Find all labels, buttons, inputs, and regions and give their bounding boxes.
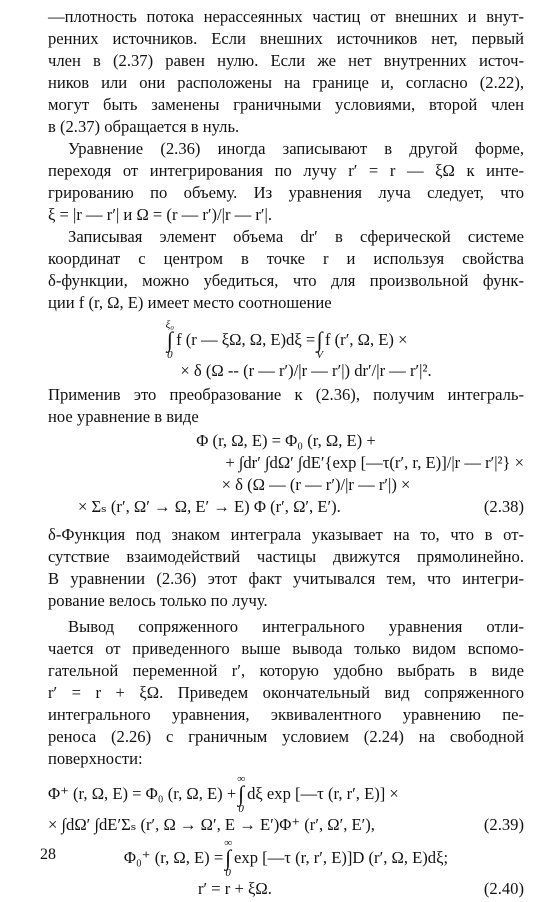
text-line: δ-Функция под знаком интеграла указывает на то, что в от- bbox=[48, 525, 524, 544]
integral-sign: ξ₀ ∫ 0 bbox=[165, 319, 175, 361]
equation-line bbox=[48, 360, 524, 382]
text-line: ξ = |r — r′| и Ω = (r — r′)/|r — r′|. bbox=[48, 205, 273, 224]
text-line: гательной переменной r′, которую удобно выбрать в виде bbox=[48, 661, 524, 680]
equation-number: (2.40) bbox=[483, 879, 524, 898]
paragraph-adjoint bbox=[48, 616, 524, 770]
integral-lower-limit: 0 bbox=[225, 867, 231, 879]
equation-line bbox=[48, 320, 524, 360]
equation-line bbox=[48, 452, 524, 474]
equation-text: × δ (Ω -- (r — r′)/|r — r′|) dr′/|r — r′|². bbox=[180, 361, 432, 380]
text-line: реноса (2.26) с граничным условием (2.24) на свободной bbox=[48, 727, 524, 746]
paragraph-delta bbox=[48, 524, 524, 612]
equation-text: f (r′, Ω, E) × bbox=[324, 330, 408, 349]
paragraph-flux bbox=[48, 6, 524, 138]
equation-2-39 bbox=[48, 774, 524, 836]
equation-line bbox=[48, 430, 524, 452]
page-number: 28 bbox=[40, 846, 56, 863]
text-line: сутствие взаимодействий частицы движутся прямолинейно. bbox=[48, 547, 524, 566]
paragraph-volume-form bbox=[48, 138, 524, 226]
paragraph-spherical bbox=[48, 226, 524, 314]
equation-number: (2.38) bbox=[483, 497, 524, 516]
equation-line bbox=[48, 496, 524, 518]
text-line: Вывод сопряженного интегрального уравнения отли- bbox=[68, 617, 524, 636]
text-line: переходя от интегрирования по лучу r′ = r — ξΩ к инте- bbox=[48, 161, 524, 180]
page-body bbox=[48, 6, 524, 902]
equation-text: Φ (r, Ω, E) = Φ₀ (r, Ω, E) + bbox=[196, 431, 376, 450]
text-line: В уравнении (2.36) этот факт учитывался тем, что интегри- bbox=[48, 569, 524, 588]
text-line: ции f (r, Ω, E) имеет место соотношение bbox=[48, 293, 332, 312]
equation-text: × Σₛ (r′, Ω′ → Ω, E′ → E) Φ (r′, Ω′, E′). bbox=[78, 497, 341, 516]
paragraph-apply bbox=[48, 384, 524, 428]
integral-lower-limit: 0 bbox=[167, 349, 173, 361]
equation-text: f (r — ξΩ, Ω, E)dξ = bbox=[176, 330, 316, 349]
integral-sign: ∞ ∫ 0 bbox=[237, 773, 246, 815]
text-line: чается от приведенного выше вывода только видом вспомо- bbox=[48, 639, 524, 658]
equation-line bbox=[48, 774, 524, 814]
equation-line bbox=[48, 474, 524, 496]
text-line: ников или они расположены на границе и, согласно (2.22), bbox=[48, 73, 524, 92]
text-line: член в (2.37) равен нулю. Если же нет внутренних источ- bbox=[48, 51, 524, 70]
equation-text: × ∫dΩ′ ∫dE′Σₛ (r′, Ω → Ω′, E → E′)Φ⁺ (r′, Ω′, E′), bbox=[48, 815, 375, 834]
equation-text: r′ = r + ξΩ. bbox=[198, 879, 272, 898]
equation-text: × δ (Ω — (r — r′)/|r — r′|) × bbox=[221, 475, 411, 494]
equation-text: exp [—τ (r, r′, E)]D (r′, Ω, E)dξ; bbox=[234, 848, 449, 867]
equation-number: (2.39) bbox=[483, 815, 524, 834]
text-line: Записывая элемент объема dr′ в сферической системе bbox=[68, 227, 524, 246]
text-line: рование велось только по лучу. bbox=[48, 591, 268, 610]
equation-line bbox=[48, 814, 524, 836]
equation-text: Φ⁺ (r, Ω, E) = Φ₀ (r, Ω, E) + bbox=[48, 784, 237, 803]
integral-lower-limit: 0 bbox=[238, 803, 244, 815]
equation-text: dξ exp [—τ (r, r′, E)] × bbox=[247, 784, 399, 803]
integral-sign: ∫ V bbox=[316, 327, 323, 361]
text-line: координат с центром в точке r и используя свойства bbox=[48, 249, 524, 268]
integral-upper-limit: ξ₀ bbox=[165, 319, 175, 331]
integral-lower-limit: V bbox=[316, 349, 323, 361]
text-line: ренних источников. Если внешних источников нет, первый bbox=[48, 29, 524, 48]
equation-line bbox=[48, 878, 524, 900]
text-line: ное уравнение в виде bbox=[48, 407, 199, 426]
text-line: —плотность потока нерассеянных частиц от внешних и внут- bbox=[48, 7, 524, 26]
text-line: грированию по объему. Из уравнения луча следует, что bbox=[48, 183, 524, 202]
equation-2-38 bbox=[48, 430, 524, 518]
equation-identity bbox=[48, 320, 524, 382]
equation-text: Φ₀⁺ (r, Ω, E) = bbox=[123, 848, 224, 867]
equation-2-40 bbox=[48, 838, 524, 900]
text-line: в (2.37) обращается в нуль. bbox=[48, 117, 240, 136]
integral-upper-limit: ∞ bbox=[224, 837, 233, 849]
equation-text: + ∫dr′ ∫dΩ′ ∫dE′{exp [—τ(r′, r, E)]/|r — r′|²} × bbox=[225, 453, 524, 472]
text-line: Уравнение (2.36) иногда записывают в другой форме, bbox=[68, 139, 524, 158]
text-line: могут быть заменены граничными условиями, второй член bbox=[48, 95, 524, 114]
text-line: поверхности: bbox=[48, 749, 143, 768]
integral-sign: ∞ ∫ 0 bbox=[224, 837, 233, 879]
text-line: r′ = r + ξΩ. Приведем окончательный вид сопряженного bbox=[48, 683, 524, 702]
text-line: δ-функции, можно убедиться, что для произвольной функ- bbox=[48, 271, 524, 290]
integral-upper-limit: ∞ bbox=[237, 773, 246, 785]
text-line: интегрального уравнения, эквивалентного уравнению пе- bbox=[48, 705, 524, 724]
text-line: Применив это преобразование к (2.36), получим интеграль- bbox=[48, 385, 524, 404]
equation-line bbox=[48, 838, 524, 878]
